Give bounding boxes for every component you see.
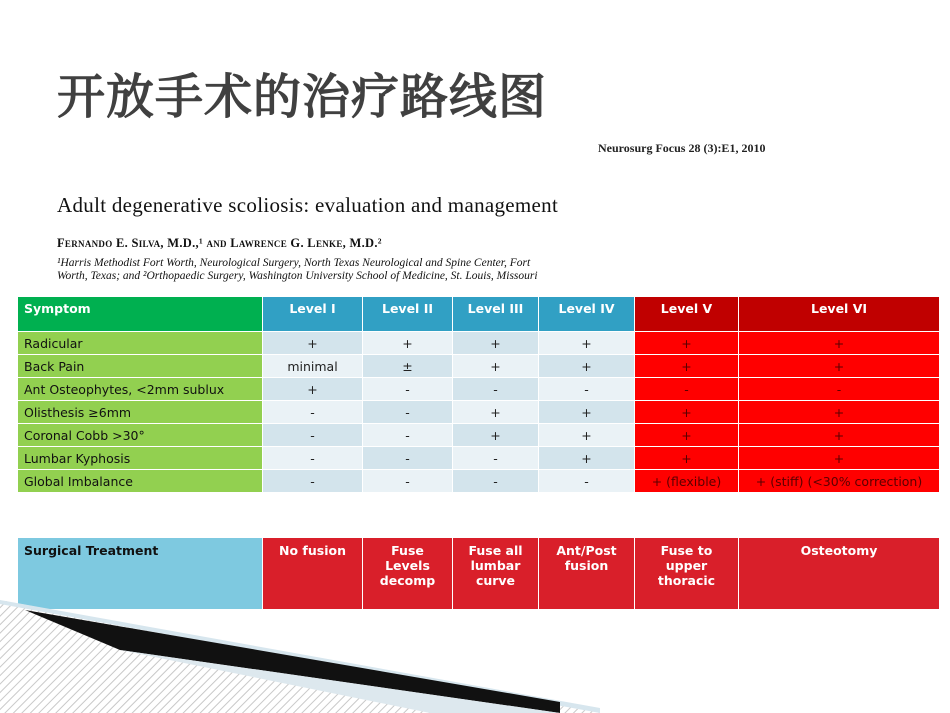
table-row [18,332,940,355]
level-cell: + [453,401,539,424]
paper-title: Adult degenerative scoliosis: evaluation and management [57,193,559,217]
treatment-cell: Osteotomy [739,538,940,610]
level-cell: - [363,424,453,447]
level-cell: + [539,447,635,470]
treatment-label: Surgical Treatment [18,538,263,610]
level-cell: + [263,378,363,401]
level-cell: - [453,470,539,493]
symptom-level-table [17,296,940,493]
level-cell: + [635,401,739,424]
level-cell: - [263,401,363,424]
paper-affiliation [57,257,817,283]
level-cell: - [363,378,453,401]
level-cell: + [635,355,739,378]
symptom-cell: Coronal Cobb >30° [18,424,263,447]
level-cell: - [635,378,739,401]
level-cell: - [453,447,539,470]
level-cell: + [739,355,940,378]
treatment-cell: Fuse to upper thoracic [635,538,739,610]
level-cell: minimal [263,355,363,378]
affiliation-line-2: Worth, Texas; and ²Orthopaedic Surgery, Washington University School of Medicine, St. Louis, Missouri [57,270,538,282]
symptom-cell: Back Pain [18,355,263,378]
header-level-2: Level II [363,297,453,332]
level-cell: + [635,447,739,470]
level-cell: + [539,401,635,424]
level-cell: + [363,332,453,355]
level-cell: - [263,470,363,493]
table-header-row [18,297,940,332]
level-cell: + [739,332,940,355]
header-symptom: Symptom [18,297,263,332]
table-row [18,447,940,470]
level-cell: + [539,355,635,378]
level-cell: + (stiff) (<30% correction) [739,470,940,493]
symptom-cell: Olisthesis ≥6mm [18,401,263,424]
affiliation-line-1: ¹Harris Methodist Fort Worth, Neurological Surgery, North Texas Neurological and Spine Center, Fort [57,257,531,269]
symptom-cell: Ant Osteophytes, <2mm sublux [18,378,263,401]
level-cell: + [739,447,940,470]
level-cell: + [539,332,635,355]
level-cell: - [739,378,940,401]
symptom-cell: Global Imbalance [18,470,263,493]
level-cell: + [453,424,539,447]
level-cell: - [539,470,635,493]
table-row [18,424,940,447]
level-cell: - [453,378,539,401]
treatment-cell: Fuse all lumbar curve [453,538,539,610]
slide-title: 开放手术的治疗路线图 [57,69,548,125]
table-row [18,401,940,424]
paper-citation: Neurosurg Focus 28 (3):E1, 2010 [598,141,766,155]
level-cell: ± [363,355,453,378]
level-cell: + [739,424,940,447]
header-level-3: Level III [453,297,539,332]
level-cell: + (flexible) [635,470,739,493]
table-row [18,355,940,378]
level-cell: + [453,332,539,355]
header-level-5: Level V [635,297,739,332]
decorative-swoosh [0,590,620,713]
symptom-cell: Radicular [18,332,263,355]
header-level-6: Level VI [739,297,940,332]
level-cell: + [539,424,635,447]
level-cell: - [263,447,363,470]
level-cell: + [635,424,739,447]
treatment-cell: Fuse Levels decomp [363,538,453,610]
level-cell: + [635,332,739,355]
header-level-1: Level I [263,297,363,332]
level-cell: - [363,401,453,424]
header-level-4: Level IV [539,297,635,332]
treatment-cell: No fusion [263,538,363,610]
level-cell: + [263,332,363,355]
level-cell: + [453,355,539,378]
table-row [18,470,940,493]
symptom-cell: Lumbar Kyphosis [18,447,263,470]
level-cell: - [363,447,453,470]
level-cell: - [263,424,363,447]
level-cell: - [363,470,453,493]
paper-authors: Fernando E. Silva, M.D.,¹ and Lawrence G. Lenke, M.D.² [57,236,382,250]
table-row [18,378,940,401]
level-cell: - [539,378,635,401]
treatment-cell: Ant/Post fusion [539,538,635,610]
level-cell: + [739,401,940,424]
